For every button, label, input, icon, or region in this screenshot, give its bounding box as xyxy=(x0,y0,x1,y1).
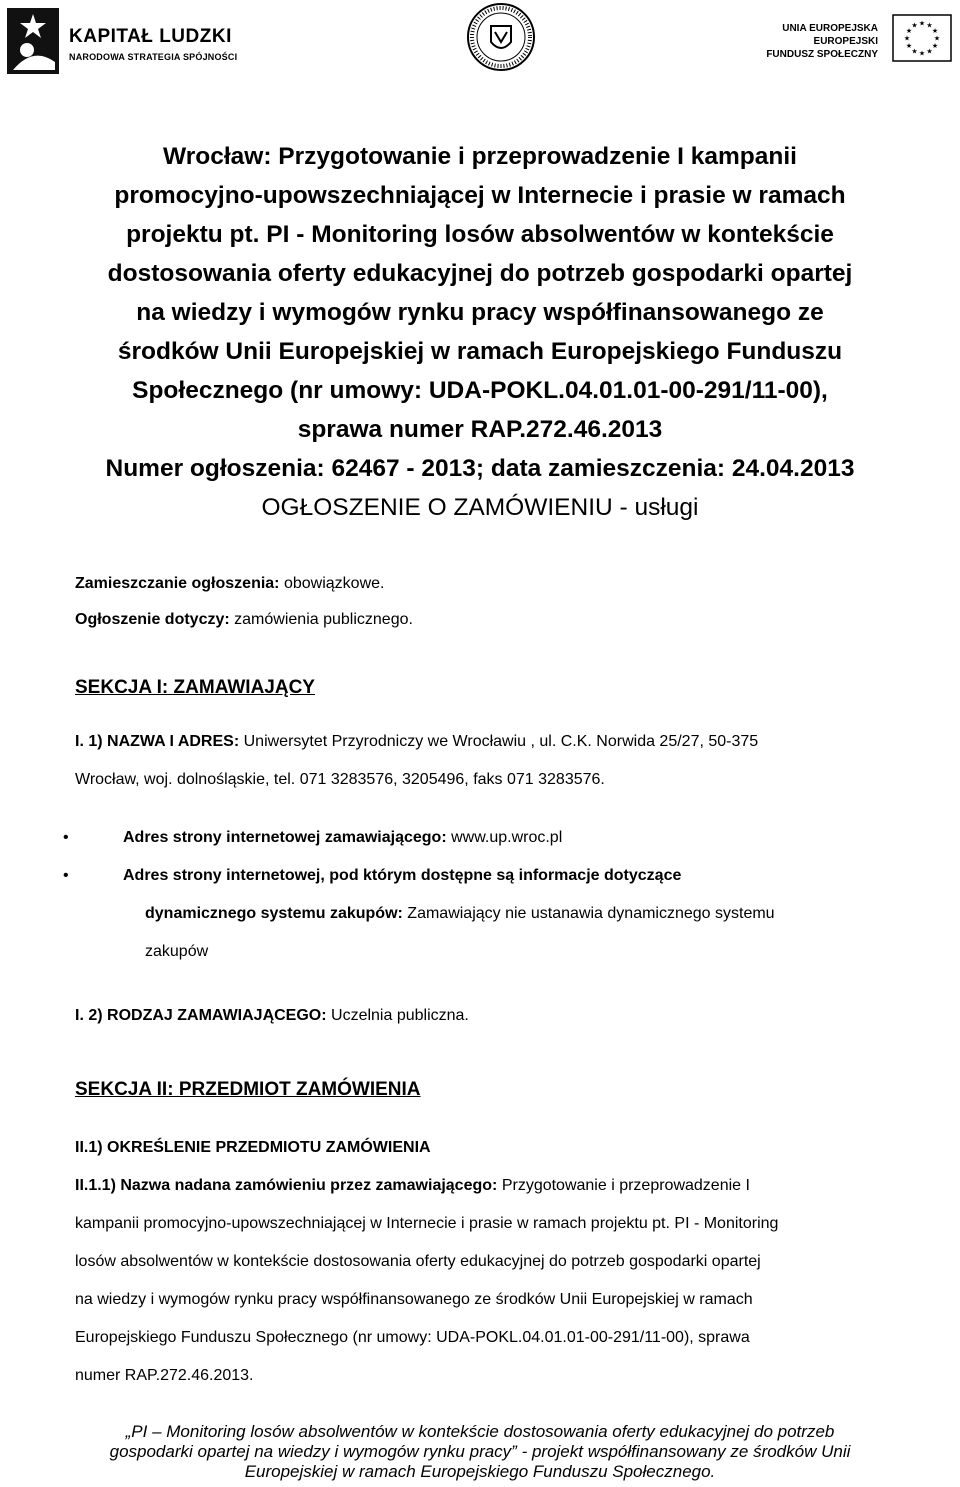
order-name-line: Europejskiego Funduszu Społecznego (nr umowy: UDA-POKL.04.01.01-00-291/11-00), sprawa xyxy=(75,1329,750,1346)
ue-line-2: EUROPEJSKI xyxy=(813,36,878,47)
logo-bar xyxy=(0,0,960,90)
announcement-content xyxy=(75,565,905,1395)
eu-star-icon: ★ xyxy=(931,28,939,35)
publication-line xyxy=(75,565,905,603)
eu-star-icon: ★ xyxy=(911,22,918,30)
title-line: promocyjno-upowszechniającej w Internecie i prasie w ramach xyxy=(114,182,846,209)
title-line: Wrocław: Przygotowanie i przeprowadzenie I kampanii xyxy=(163,143,797,170)
kapital-ludzki-logo xyxy=(5,6,245,76)
announcement-number: Numer ogłoszenia: 62467 - 2013; data zamieszczenia: 24.04.2013 xyxy=(105,455,855,482)
buyer-type-line xyxy=(75,997,905,1035)
list-item xyxy=(75,857,905,971)
dps-line-2 xyxy=(145,895,905,933)
order-name-line xyxy=(75,1167,905,1205)
eu-star-icon: ★ xyxy=(918,50,926,58)
list-item xyxy=(75,819,905,857)
ue-line-1: UNIA EUROPEJSKA xyxy=(782,23,878,34)
eu-flag-icon xyxy=(892,14,952,62)
subject-subheading: II.1) OKREŚLENIE PRZEDMIOTU ZAMÓWIENIA xyxy=(75,1139,431,1156)
order-name-label: II.1.1) Nazwa nadana zamówieniu przez zamawiającego: xyxy=(75,1177,498,1194)
ue-text xyxy=(766,22,878,61)
title-line: dostosowania oferty edukacyjnej do potrzeb gospodarki opartej xyxy=(107,260,853,287)
title-line: sprawa numer RAP.272.46.2013 xyxy=(297,416,663,443)
buyer-websites-list xyxy=(75,819,905,971)
publication-label: Zamieszczanie ogłoszenia: xyxy=(75,575,280,592)
buyer-name-label: I. 1) NAZWA I ADRES: xyxy=(75,733,240,750)
eu-star-icon: ★ xyxy=(931,43,939,50)
concerns-value: zamówienia publicznego. xyxy=(234,611,413,628)
order-name-line: numer RAP.272.46.2013. xyxy=(75,1367,254,1384)
title-line: na wiedzy i wymogów rynku pracy współfinansowanego ze xyxy=(136,299,824,326)
project-footer xyxy=(40,1422,920,1482)
buyer-name-value: Uniwersytet Przyrodniczy we Wrocławiu , ul. C.K. Norwida 25/27, 50-375 xyxy=(243,733,759,750)
eu-star-icon: ★ xyxy=(911,48,918,56)
order-name-line: losów absolwentów w kontekście dostosowania oferty edukacyjnej do potrzeb gospodarki opartej xyxy=(75,1253,761,1270)
buyer-type-label: I. 2) RODZAJ ZAMAWIAJĄCEGO: xyxy=(75,1007,327,1024)
concerns-label: Ogłoszenie dotyczy: xyxy=(75,611,230,628)
section-2-subheading xyxy=(75,1129,905,1167)
section-1-heading: SEKCJA I: ZAMAWIAJĄCY xyxy=(75,677,315,698)
kapital-ludzki-subtitle: NARODOWA STRATEGIA SPÓJNOŚCI xyxy=(69,52,238,62)
announcement-header xyxy=(40,137,920,528)
dps-label: Adres strony internetowej, pod którym dostępne są informacje dotyczące xyxy=(123,867,682,884)
eu-star-icon: ★ xyxy=(926,48,933,56)
eu-star-icon: ★ xyxy=(933,35,941,43)
website-label: Adres strony internetowej zamawiającego: xyxy=(123,829,447,846)
eu-star-icon: ★ xyxy=(918,20,926,28)
concerns-line xyxy=(75,601,905,639)
buyer-address-line: Wrocław, woj. dolnośląskie, tel. 071 3283576, 3205496, faks 071 3283576. xyxy=(75,771,605,788)
eu-star-icon: ★ xyxy=(903,35,911,43)
order-name-line: kampanii promocyjno-upowszechniającej w Internecie i prasie w ramach projektu pt. PI - Monitoring xyxy=(75,1215,779,1232)
footer-line: gospodarki opartej na wiedzy i wymogów rynku pracy” - projekt współfinansowany ze środków Unii xyxy=(109,1442,851,1461)
announcement-title xyxy=(40,137,920,449)
eu-star-icon: ★ xyxy=(926,22,933,30)
footer-line: „PI – Monitoring losów absolwentów w kontekście dostosowania oferty edukacyjnej do potrzeb xyxy=(125,1422,835,1441)
title-line: projektu pt. PI - Monitoring losów absolwentów w kontekście xyxy=(126,221,834,248)
dps-line-3: zakupów xyxy=(145,943,209,960)
eu-star-icon: ★ xyxy=(905,28,913,35)
website-link[interactable]: www.up.wroc.pl xyxy=(451,829,563,846)
kapital-ludzki-emblem-icon xyxy=(5,6,61,76)
footer-line: Europejskiej w ramach Europejskiego Funduszu Społecznego. xyxy=(244,1462,716,1481)
announcement-type: OGŁOSZENIE O ZAMÓWIENIU - usługi xyxy=(261,494,699,521)
order-name-value: Przygotowanie i przeprowadzenie I xyxy=(501,1177,750,1194)
publication-value: obowiązkowe. xyxy=(283,575,385,592)
section-2-heading: SEKCJA II: PRZEDMIOT ZAMÓWIENIA xyxy=(75,1079,421,1100)
eu-star-icon: ★ xyxy=(905,43,913,50)
title-line: środków Unii Europejskiej w ramach Europejskiego Funduszu xyxy=(117,338,843,365)
university-seal-icon xyxy=(466,2,536,72)
buyer-name-line xyxy=(75,723,905,761)
ue-efs-logo xyxy=(766,14,960,64)
title-line: Społecznego (nr umowy: UDA-POKL.04.01.01-00-291/11-00), xyxy=(132,377,828,404)
ue-line-3: FUNDUSZ SPOŁECZNY xyxy=(766,49,878,60)
dps-label-cont: dynamicznego systemu zakupów: xyxy=(145,905,403,922)
dps-value: Zamawiający nie ustanawia dynamicznego systemu xyxy=(407,905,775,922)
kapital-ludzki-title: KAPITAŁ LUDZKI xyxy=(69,26,232,47)
order-name-continuation xyxy=(75,1205,905,1395)
order-name-line: na wiedzy i wymogów rynku pracy współfinansowanego ze środków Unii Europejskiej w ramach xyxy=(75,1291,753,1308)
buyer-type-value: Uczelnia publiczna. xyxy=(331,1007,469,1024)
